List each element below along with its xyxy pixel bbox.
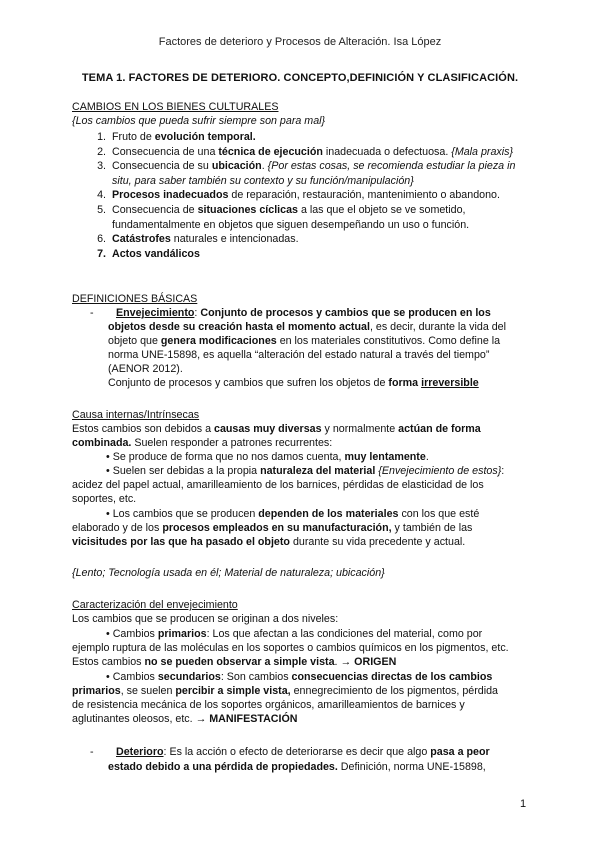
text-span: genera modificaciones xyxy=(160,335,277,347)
text-span: irreversible xyxy=(421,377,479,389)
list-item xyxy=(88,130,256,144)
text-span: durante su vida precedente y actual. xyxy=(289,536,466,548)
list-item xyxy=(88,145,513,159)
text-span: a las que el objeto se ve sometido, xyxy=(297,204,466,216)
text-span: estado debido a una pérdida de propiedades. xyxy=(108,761,338,773)
text-span: Conjunto de procesos y cambios que se producen en los xyxy=(200,307,491,319)
text-line xyxy=(72,436,332,450)
text-line xyxy=(72,521,472,535)
text-span: • Los cambios que se producen xyxy=(106,508,259,520)
list-number: 7. xyxy=(97,247,106,260)
text-span: naturales e intencionadas. xyxy=(170,233,299,246)
text-span: vicisitudes por las que ha pasado el objeto xyxy=(72,536,290,548)
text-span: primarios xyxy=(157,628,207,640)
list-number: 1. xyxy=(97,131,106,143)
text-span: objetos desde su creación hasta el momento actual xyxy=(108,321,370,333)
bullet-line xyxy=(106,670,492,684)
text-span: MANIFESTACIÓN xyxy=(209,713,298,725)
text-span: {Envejecimiento de estos} xyxy=(378,465,502,477)
list-number: 3. xyxy=(97,160,106,173)
list-number: 5. xyxy=(97,204,106,216)
text-span: Suelen responder a patrones recurrentes: xyxy=(131,437,333,449)
text-line: Los cambios que se producen se originan a dos niveles: xyxy=(72,613,339,625)
text-span: fundamentalmente en objetos que siguen desempeñando un uso o función. xyxy=(112,218,470,231)
text-line: acidez del papel actual, amarilleamiento de los barnices, pérdidas de elasticidad de los xyxy=(72,479,484,491)
text-span: dependen de los materiales xyxy=(258,508,399,520)
summary-note: {Lento; Tecnología usada en él; Material de naturaleza; ubicación} xyxy=(72,567,385,579)
text-span: en los materiales constitutivos. Como define la xyxy=(276,335,501,347)
text-span: evolución temporal. xyxy=(154,131,256,143)
text-line: soportes, etc. xyxy=(72,493,137,505)
text-line xyxy=(72,535,465,549)
text-span: ORIGEN xyxy=(354,656,397,668)
text-span: elaborado y de los xyxy=(72,522,163,534)
text-span: objeto que xyxy=(108,335,161,347)
text-span: consecuencias directas de los cambios xyxy=(291,671,493,683)
list-item xyxy=(88,232,299,246)
text-span: y también de las xyxy=(391,522,473,534)
list-item xyxy=(72,745,490,759)
text-span: Fruto de xyxy=(112,131,155,143)
dash-marker: - xyxy=(90,307,94,319)
text-span: • Cambios xyxy=(106,671,158,683)
section-subtitle: {Los cambios que pueda sufrir siempre son para mal} xyxy=(72,115,326,127)
text-span: : xyxy=(194,307,201,319)
text-span: Consecuencia de su xyxy=(112,160,212,173)
list-number: 4. xyxy=(97,189,106,202)
text-span: Estos cambios xyxy=(72,656,145,668)
text-span: situaciones cíclicas xyxy=(197,204,298,216)
list-number: 2. xyxy=(97,145,106,158)
text-span: forma xyxy=(388,377,422,389)
list-item xyxy=(72,306,491,320)
page-number: 1 xyxy=(520,798,527,810)
text-line xyxy=(108,760,486,774)
list-item xyxy=(88,203,466,217)
text-span: técnica de ejecución xyxy=(218,145,323,158)
text-span: Actos vandálicos xyxy=(112,247,200,260)
text-line xyxy=(72,684,498,698)
page-title: TEMA 1. FACTORES DE DETERIORO. CONCEPTO,DEFINICIÓN Y CLASIFICACIÓN. xyxy=(81,72,519,84)
list-item xyxy=(88,218,469,232)
text-span: : Los que afectan a las condiciones del material, como por xyxy=(206,628,483,640)
text-span: causas muy diversas xyxy=(214,423,322,435)
text-span: . xyxy=(425,451,429,463)
text-span: . → xyxy=(334,656,355,668)
section-heading-caracterizacion: Caracterización del envejecimiento xyxy=(72,599,238,611)
term-envejecimiento: Envejecimiento xyxy=(116,307,195,319)
section-heading-definiciones: DEFINICIONES BÁSICAS xyxy=(72,293,198,305)
text-line xyxy=(72,655,396,669)
text-line xyxy=(72,422,481,436)
text-span: Consecuencia de xyxy=(112,204,198,216)
text-span: Conjunto de procesos y cambios que sufren los objetos de xyxy=(108,377,389,389)
text-span: {Mala praxis} xyxy=(451,145,514,158)
bullet-line xyxy=(106,507,479,521)
text-span: situ, para saber también su contexto y su función/manipulación} xyxy=(112,174,414,187)
text-line: (AENOR 2012). xyxy=(108,363,183,375)
text-line: norma UNE-15898, es aquella “alteración del estado natural a través del tiempo” xyxy=(108,349,490,361)
text-span: de reparación, restauración, mantenimiento o abandono. xyxy=(228,189,500,202)
text-line xyxy=(108,320,506,334)
text-line: ejemplo ruptura de las moléculas en los soportes o cambios químicos en los pigmentos, etc. xyxy=(72,642,509,654)
term-deterioro: Deterioro xyxy=(116,746,164,758)
text-span: • Cambios xyxy=(106,628,158,640)
text-span: muy lentamente xyxy=(344,451,426,463)
text-span: primarios xyxy=(72,685,121,697)
list-item xyxy=(88,159,515,173)
text-line xyxy=(108,376,479,390)
text-span: : Es la acción o efecto de deteriorarse es decir que algo xyxy=(163,746,431,758)
text-span: : xyxy=(501,465,505,477)
text-span: Estos cambios son debidos a xyxy=(72,423,214,435)
text-span: actúan de forma xyxy=(398,423,481,435)
list-number: 6. xyxy=(97,233,106,246)
text-line xyxy=(72,712,298,726)
text-span: ubicación xyxy=(211,160,262,173)
text-span: • Se produce de forma que no nos damos cuenta, xyxy=(106,451,345,463)
running-header: Factores de deterioro y Procesos de Alteración. Isa López xyxy=(158,36,442,48)
text-span: aglutinantes oleosos, etc. → xyxy=(72,713,210,725)
text-line: de resistencia mecánica de los soportes orgánicos, amarilleamientos de barnices y xyxy=(72,699,465,711)
text-span: con los que esté xyxy=(398,508,480,520)
text-span: percibir a simple vista, xyxy=(175,685,291,697)
text-span: , se suelen xyxy=(120,685,176,697)
text-span: combinada. xyxy=(72,437,132,449)
text-span: . xyxy=(261,160,268,173)
text-span: inadecuada o defectuosa. xyxy=(322,145,452,158)
section-heading-cambios: CAMBIOS EN LOS BIENES CULTURALES xyxy=(72,101,279,113)
bullet-line xyxy=(106,627,482,641)
text-span: • Suelen ser debidas a la propia xyxy=(106,465,261,477)
text-span: ennegrecimiento de los pigmentos, pérdida xyxy=(290,685,498,697)
text-span: pasa a peor xyxy=(430,746,490,758)
bullet-line xyxy=(106,464,504,478)
list-item xyxy=(88,174,414,188)
dash-marker: - xyxy=(90,746,94,758)
text-span: y normalmente xyxy=(321,423,399,435)
text-span: secundarios xyxy=(157,671,221,683)
text-span: Procesos inadecuados xyxy=(112,189,229,202)
text-span: : Son cambios xyxy=(220,671,292,683)
text-span: procesos empleados en su manufacturación, xyxy=(162,522,392,534)
text-span: no se pueden observar a simple vista xyxy=(144,656,335,668)
text-span: naturaleza del material xyxy=(260,465,376,477)
list-item xyxy=(88,188,500,202)
list-item xyxy=(88,247,200,261)
text-span: Definición, norma UNE-15898, xyxy=(337,761,486,773)
bullet-line xyxy=(106,450,429,464)
text-span: Catástrofes xyxy=(112,233,171,246)
text-span: Consecuencia de una xyxy=(112,145,219,158)
section-heading-causas: Causa internas/Intrínsecas xyxy=(72,409,200,421)
text-span: {Por estas cosas, se recomienda estudiar la pieza in xyxy=(267,160,516,173)
text-line xyxy=(108,334,500,348)
text-span: , es decir, durante la vida del xyxy=(369,321,506,333)
